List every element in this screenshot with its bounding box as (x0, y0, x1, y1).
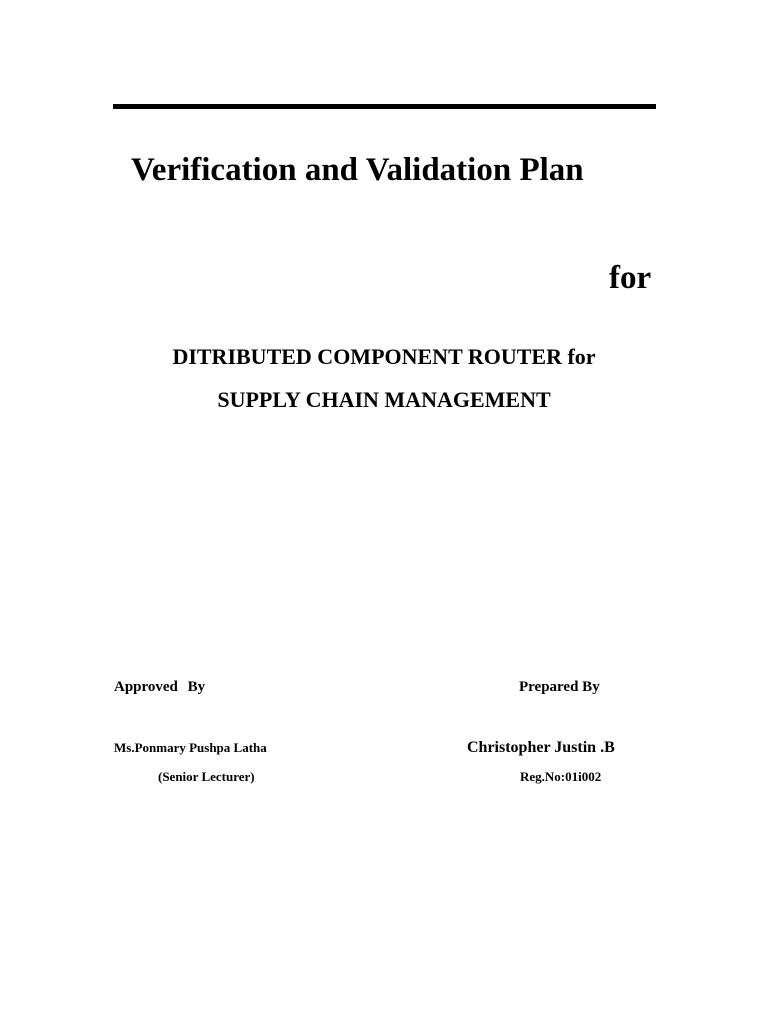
top-horizontal-rule (113, 104, 656, 109)
preparer-registration-number: Reg.No:01i002 (520, 769, 602, 784)
project-title-line-1: DITRIBUTED COMPONENT ROUTER for (172, 344, 596, 369)
project-title-line-2: SUPPLY CHAIN MANAGEMENT (217, 387, 551, 412)
approver-role: (Senior Lecturer) (158, 769, 255, 784)
prepared-by-heading: Prepared By (519, 679, 600, 695)
approver-name: Ms.Ponmary Pushpa Latha (114, 740, 267, 755)
document-title: Verification and Validation Plan (131, 152, 584, 188)
approved-by-heading: Approved By (114, 679, 206, 695)
for-label: for (609, 260, 652, 296)
preparer-name: Christopher Justin .B (467, 739, 615, 756)
